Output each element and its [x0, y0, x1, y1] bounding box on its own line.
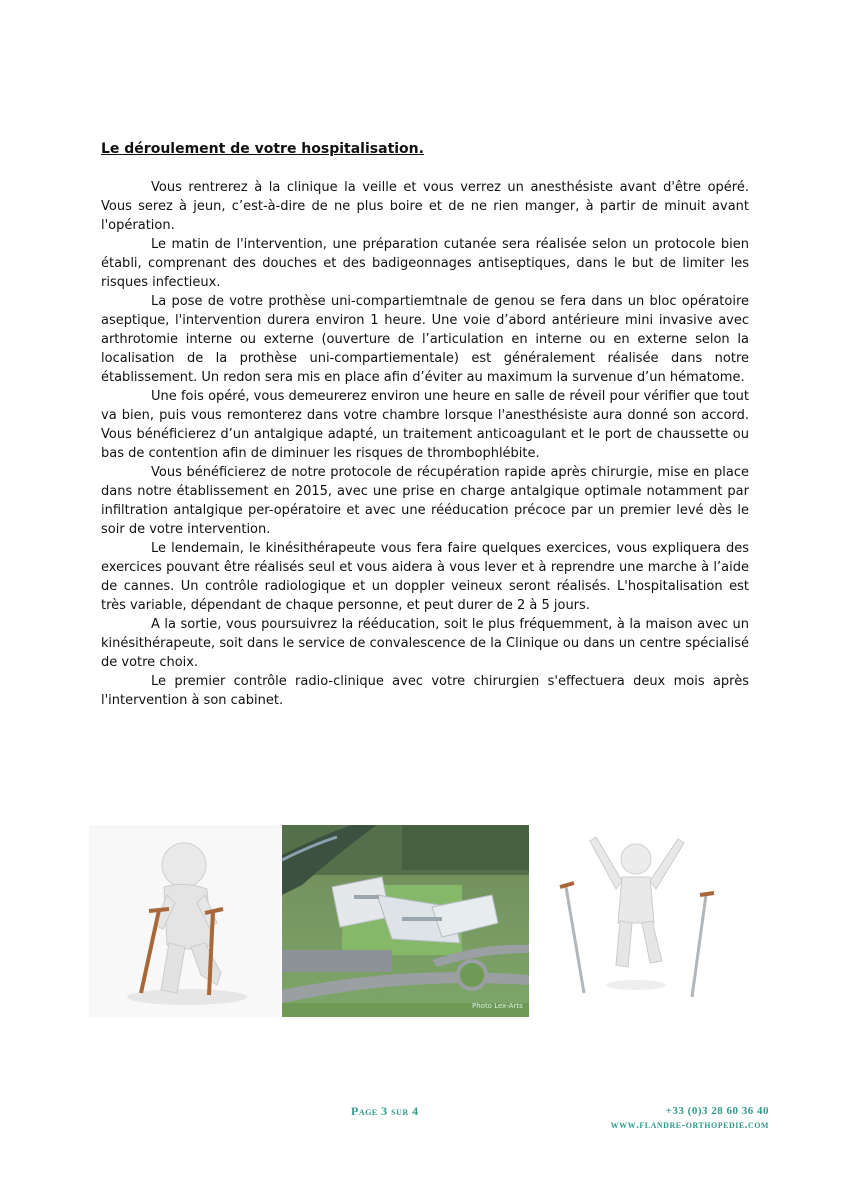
illustration-strip: [89, 825, 744, 1017]
website-link[interactable]: www.flandre-orthopedie.com: [610, 1119, 769, 1131]
figure-on-crutches-image: [89, 825, 281, 1017]
paragraph-physiotherapy: Le lendemain, le kinésithérapeute vous fera faire quelques exercices, vous expliquera des exercices pouvant être réalisés seul et vous aidera à vous lever et à reprendre une marche à l’aide de cannes. Un contrôle radiologique et un doppler veineux seront réalisés. L'hospitalisation est très variable, dépendant de chaque personne, et peut durer de 2 à 5 jours.: [101, 541, 749, 613]
clinic-aerial-photo: [282, 825, 529, 1017]
page-number: Page 3 sur 4: [351, 1104, 419, 1118]
paragraph-rapid-recovery: Vous bénéficierez de notre protocole de récupération rapide après chirurgie, mise en place dans notre établissement en 2015, avec une prise en charge antalgique optimale notamment par infiltration antalgique per-opératoire et avec une rééducation précoce par un premier levé dès le soir de votre intervention.: [101, 465, 749, 537]
footer-contact: [611, 1104, 769, 1132]
paragraph-surgery: La pose de votre prothèse uni-compartiemtnale de genou se fera dans un bloc opératoire aseptique, l'intervention durera environ 1 heure. Une voie d’abord antérieure mini invasive avec arthrotomie interne ou externe (ouverture de l’articulation en interne ou en externe selon la localisation de la prothèse uni-compartiementale) est généralement réalisée dans notre établissement. Un redon sera mis en place afin d’éviter au maximum la survenue d’un hématome.: [101, 294, 749, 385]
document-body: [101, 140, 749, 710]
paragraph-discharge: A la sortie, vous poursuivrez la rééducation, soit le plus fréquemment, à la maison avec un kinésithérapeute, soit dans le service de convalescence de la Clinique ou dans un centre spécialisé de votre choix.: [101, 617, 749, 670]
paragraph-admission: Vous rentrerez à la clinique la veille et vous verrez un anesthésiste avant d'être opéré. Vous serez à jeun, c’est-à-dire de ne plus boire et de ne rien manger, à partir de minuit avant l'opération.: [101, 180, 749, 233]
paragraph-recovery-room: Une fois opéré, vous demeurerez environ une heure en salle de réveil pour vérifier que tout va bien, puis vous remonterez dans votre chambre lorsque l'anesthésiste aura donné son accord. Vous bénéficierez d’un antalgique adapté, un traitement anticoagulant et le port de chaussette ou bas de contention afin de diminuer les risques de thrombophlébite.: [101, 389, 749, 461]
photo-credit: Photo Lex-Arts: [472, 1002, 523, 1010]
section-heading: Le déroulement de votre hospitalisation.: [101, 141, 424, 157]
phone-number: +33 (0)3 28 60 36 40: [665, 1105, 769, 1117]
jumping-figure-image: [550, 825, 744, 1017]
paragraph-follow-up: Le premier contrôle radio-clinique avec votre chirurgien s'effectuera deux mois après l'intervention à son cabinet.: [101, 674, 749, 708]
paragraph-skin-preparation: Le matin de l'intervention, une préparation cutanée sera réalisée selon un protocole bien établi, comprenant des douches et des badigeonnages antiseptiques, dans le but de limiter les risques infectieux.: [101, 237, 749, 290]
